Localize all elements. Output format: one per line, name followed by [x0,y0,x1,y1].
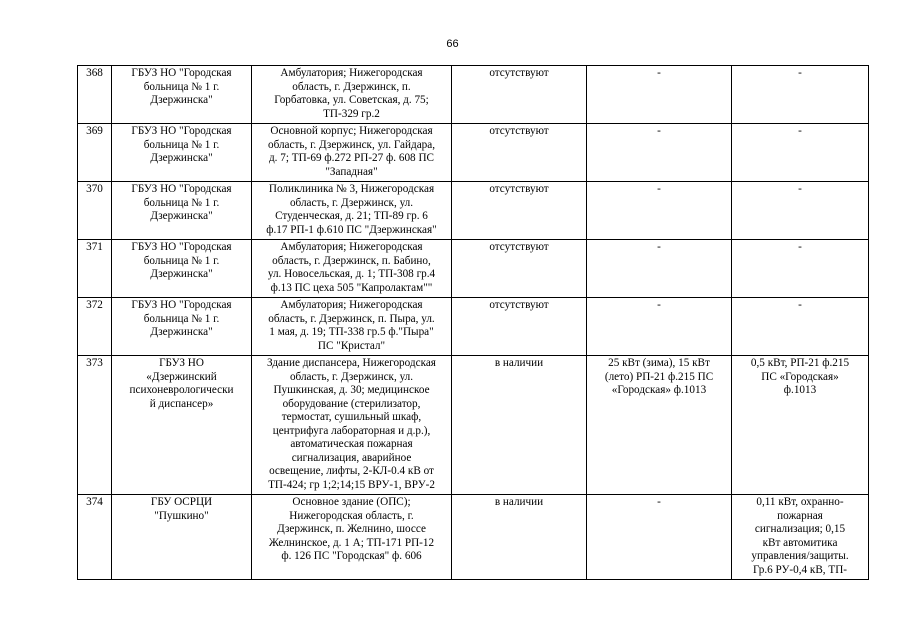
status-cell: в наличии [452,356,587,495]
table-row [78,182,869,240]
row-number-cell: 368 [78,66,112,124]
table-row [78,124,869,182]
status-cell: отсутствуют [452,66,587,124]
address-cell: Амбулатория; Нижегородская область, г. Дзержинск, п. Горбатовка, ул. Советская, д. 75; ТП-329 гр.2 [252,66,452,124]
emergency-power-cell: - [732,66,869,124]
power-cell: - [587,495,732,580]
status-cell: отсутствуют [452,298,587,356]
address-cell: Поликлиника № 3, Нижегородская область, г. Дзержинск, ул. Студенческая, д. 21; ТП-89 гр. 6 ф.17 РП-1 ф.610 ПС "Дзержинская" [252,182,452,240]
status-cell: отсутствуют [452,124,587,182]
status-cell: в наличии [452,495,587,580]
power-cell: - [587,298,732,356]
address-cell: Здание диспансера, Нижегородская область, г. Дзержинск, ул. Пушкинская, д. 30; медицинское оборудование (стерилизатор, термостат, сушильный шкаф, центрифуга лабораторная и д.р.), автоматическая пожарная сигнализация, аварийное освещение, лифты, 2-КЛ-0.4 кВ от ТП-424; гр 1;2;14;15 ВРУ-1, ВРУ-2 [252,356,452,495]
emergency-power-cell: - [732,182,869,240]
power-cell: - [587,182,732,240]
row-number-cell: 369 [78,124,112,182]
row-number-cell: 372 [78,298,112,356]
address-cell: Амбулатория; Нижегородская область, г. Дзержинск, п. Бабино, ул. Новосельская, д. 1; ТП-308 гр.4 ф.13 ПС цеха 505 "Капролактам"" [252,240,452,298]
emergency-power-cell: - [732,240,869,298]
status-cell: отсутствуют [452,182,587,240]
status-cell: отсутствуют [452,240,587,298]
address-cell: Амбулатория; Нижегородская область, г. Дзержинск, п. Пыра, ул. 1 мая, д. 19; ТП-338 гр.5 ф."Пыра" ПС "Кристал" [252,298,452,356]
organization-cell: ГБУЗ НО "Городская больница № 1 г. Дзержинска" [112,240,252,298]
table-body [78,66,869,580]
power-cell: 25 кВт (зима), 15 кВт (лето) РП-21 ф.215 ПС «Городская» ф.1013 [587,356,732,495]
power-cell: - [587,66,732,124]
table-row [78,298,869,356]
table-row [78,495,869,580]
organization-cell: ГБУЗ НО "Городская больница № 1 г. Дзержинска" [112,182,252,240]
emergency-power-cell: 0,11 кВт, охранно- пожарная сигнализация; 0,15 кВт автомитика управления/защиты. Гр.6 РУ-0,4 кВ, ТП- [732,495,869,580]
emergency-power-cell: - [732,298,869,356]
organization-cell: ГБУЗ НО "Городская больница № 1 г. Дзержинска" [112,66,252,124]
emergency-power-cell: 0,5 кВт, РП-21 ф.215 ПС «Городская» ф.1013 [732,356,869,495]
address-cell: Основной корпус; Нижегородская область, г. Дзержинск, ул. Гайдара, д. 7; ТП-69 ф.272 РП-27 ф. 608 ПС "Западная" [252,124,452,182]
facilities-table [77,65,869,580]
page-number: 66 [446,38,459,50]
table-row [78,240,869,298]
organization-cell: ГБУЗ НО "Городская больница № 1 г. Дзержинска" [112,298,252,356]
organization-cell: ГБУ ОСРЦИ "Пушкино" [112,495,252,580]
organization-cell: ГБУЗ НО «Дзержинский психоневрологически й диспансер» [112,356,252,495]
row-number-cell: 373 [78,356,112,495]
table-row [78,66,869,124]
address-cell: Основное здание (ОПС); Нижегородская область, г. Дзержинск, п. Желнино, шоссе Желнинское, д. 1 А; ТП-171 РП-12 ф. 126 ПС "Городская" ф. 606 [252,495,452,580]
power-cell: - [587,124,732,182]
emergency-power-cell: - [732,124,869,182]
table-row [78,356,869,495]
row-number-cell: 374 [78,495,112,580]
power-cell: - [587,240,732,298]
row-number-cell: 371 [78,240,112,298]
organization-cell: ГБУЗ НО "Городская больница № 1 г. Дзержинска" [112,124,252,182]
row-number-cell: 370 [78,182,112,240]
